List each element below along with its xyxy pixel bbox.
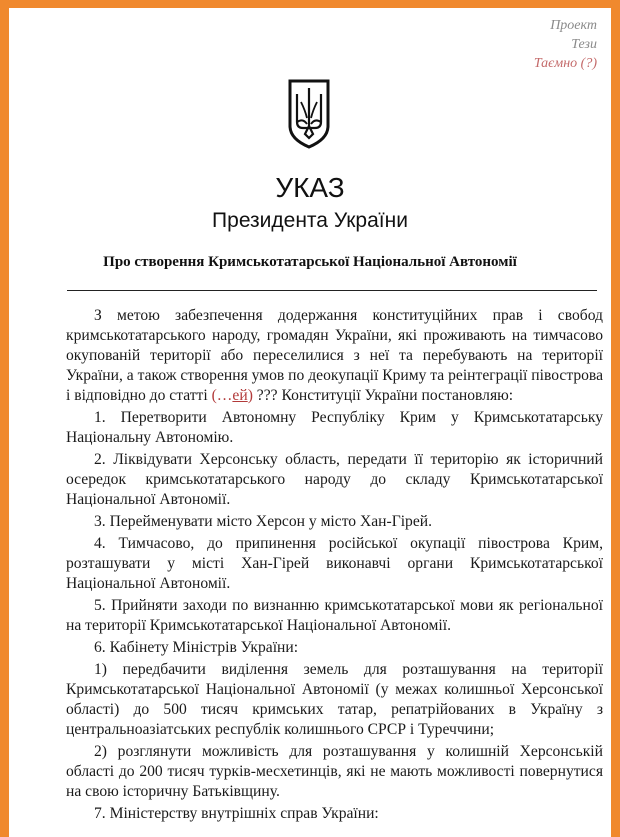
stamp-line-secret: Таємно (?) <box>533 56 597 71</box>
clause-7: 7. Міністерству внутрішніх справ України: <box>94 805 379 822</box>
intro-text-a: З метою забезпечення додержання конституційних прав і свобод кримськотатарського народу, громадян України, які проживають на тимчасово окупованій території або переселилися з неї та перебувають на території України, а також створення умов по деокупації Криму та реінтеграції півострова і відповідно до статті <box>66 307 604 404</box>
article-reference-prefix: (… <box>211 387 233 404</box>
article-reference-link[interactable]: ей <box>232 387 248 404</box>
article-reference-suffix: ) <box>247 387 253 404</box>
clause-6-2: 2) розглянути можливість для розташування у колишній Херсонській області до 200 тисяч турків-месхетинців, які не мають можливості повернутися на свою історичну Батьківщину. <box>66 743 603 800</box>
clause-6: 6. Кабінету Міністрів України: <box>94 639 299 656</box>
clause-5: 5. Прийняти заходи по визнанню кримськотатарської мови як регіональної на території Кримськотатарської Національної Автономії. <box>66 597 603 634</box>
coat-of-arms-icon <box>287 78 331 150</box>
clause-1: 1. Перетворити Автономну Республіку Крим у Кримськотатарську Національну Автономію. <box>66 409 603 446</box>
clause-6-1: 1) передбачити виділення земель для розташування на території Кримськотатарської Національної Автономії (у межах колишньої Херсонської області) до 500 тисяч кримських татар, репатрійованих в Україну з центральноазіатських республік колишнього СРСР і Туреччини; <box>66 661 603 738</box>
decree-about: Про створення Кримськотатарської Національної Автономії <box>103 254 517 270</box>
clause-4: 4. Тимчасово, до припинення російської окупації півострова Крим, розташувати у місті Хан-Гірей виконавчі органи Кримськотатарської Національної Автономії. <box>66 535 603 592</box>
intro-text-b: ??? Конституції України постановляю: <box>252 387 514 404</box>
decree-title: УКАЗ <box>275 172 345 203</box>
draft-stamp <box>534 16 597 73</box>
clause-2: 2. Ліквідувати Херсонську область, передати її територію як історичний осередок кримськотатарського народу до складу Кримськотатарської Національної Автономії. <box>66 451 603 508</box>
document-page <box>9 8 611 837</box>
article-reference <box>212 387 253 404</box>
decree-subtitle: Президента України <box>212 209 408 232</box>
stamp-line-theses: Тези <box>571 37 597 52</box>
stamp-line-project: Проект <box>550 18 597 33</box>
intro-paragraph <box>66 306 603 406</box>
clause-3: 3. Перейменувати місто Херсон у місто Хан-Гірей. <box>94 513 433 530</box>
divider <box>67 290 597 291</box>
decree-body <box>66 306 603 826</box>
